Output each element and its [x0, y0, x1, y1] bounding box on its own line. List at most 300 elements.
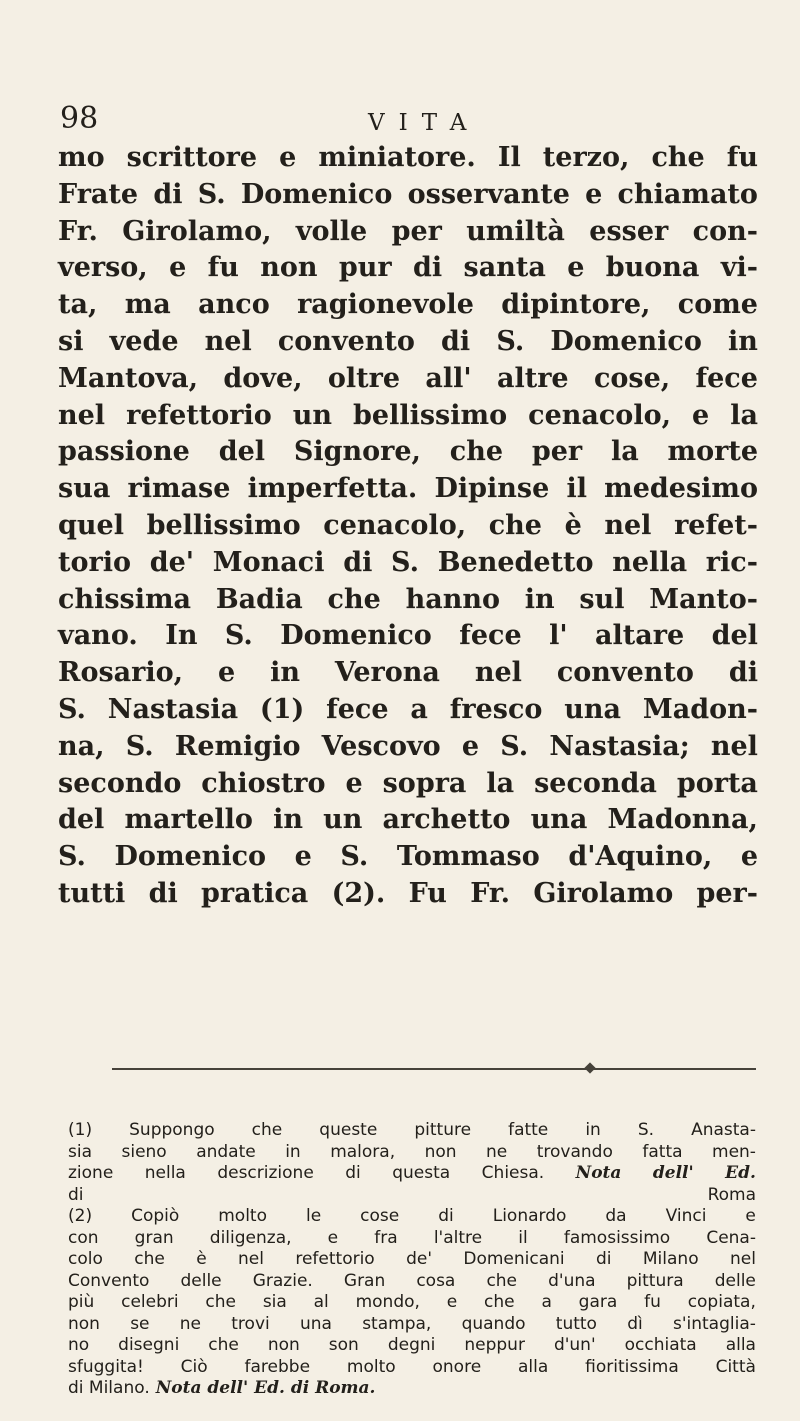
- text-line: [58, 508, 758, 545]
- word: refet-: [674, 509, 758, 541]
- word: de': [149, 546, 195, 578]
- word: passione: [58, 436, 190, 468]
- word: Remigio: [174, 730, 301, 762]
- text-line: [58, 140, 758, 177]
- word: anco: [198, 289, 270, 321]
- word: la: [486, 767, 515, 799]
- text-line: [58, 766, 758, 803]
- word: e: [745, 1206, 756, 1226]
- word: gara: [578, 1292, 618, 1312]
- page-number: 98: [60, 101, 99, 136]
- word: che: [327, 583, 381, 615]
- word: Domenicani: [463, 1249, 565, 1269]
- word: scrittore: [126, 142, 258, 173]
- word: trovando: [536, 1141, 613, 1162]
- word: fece: [459, 620, 522, 652]
- word: ta,: [58, 289, 98, 321]
- word: farebbe: [244, 1356, 311, 1377]
- word: chiostro: [201, 767, 326, 799]
- word: occhiata: [624, 1335, 697, 1355]
- word: a: [541, 1292, 552, 1312]
- word: molto: [218, 1206, 268, 1226]
- word: osservante: [407, 178, 570, 210]
- text-line: [58, 876, 758, 913]
- word: Verona: [334, 657, 440, 689]
- word: più: [68, 1292, 95, 1312]
- word: cose: [360, 1206, 400, 1226]
- word: sul: [579, 583, 625, 615]
- word: refettorio: [126, 399, 272, 431]
- word: e: [446, 1292, 458, 1312]
- word: ne: [179, 1313, 202, 1334]
- word: convento: [556, 657, 694, 689]
- word: pitture: [414, 1120, 472, 1140]
- word: fatta: [642, 1141, 683, 1162]
- word: Il: [497, 142, 521, 173]
- word: chiamato: [617, 178, 758, 210]
- page-header: [58, 100, 758, 140]
- word: cose,: [593, 362, 671, 394]
- word: nel: [238, 1249, 264, 1269]
- word: Mantova,: [58, 362, 199, 394]
- word: di: [343, 546, 373, 578]
- word: e: [585, 178, 603, 210]
- footnote-line: [68, 1142, 756, 1164]
- word: S.: [224, 620, 253, 652]
- word: vi-: [720, 252, 758, 284]
- word: queste: [319, 1120, 378, 1140]
- word: per-: [696, 877, 758, 909]
- word: molto: [346, 1356, 396, 1377]
- word: S.: [125, 730, 154, 762]
- word: S.: [500, 730, 529, 762]
- word: non: [424, 1141, 457, 1162]
- word: Domenico: [550, 325, 702, 357]
- word: altre: [496, 362, 569, 394]
- word: medesimo: [604, 473, 758, 505]
- word: e: [169, 252, 187, 284]
- word: de': [406, 1249, 433, 1269]
- word: questa: [392, 1163, 451, 1183]
- word: Madon-: [642, 693, 758, 725]
- word: S.: [637, 1120, 655, 1140]
- word: S.: [391, 546, 419, 578]
- word: si: [58, 325, 84, 357]
- word: quando: [461, 1313, 526, 1334]
- editor-note: Nota dell' Ed. di Roma.: [155, 1378, 376, 1398]
- word: di: [728, 657, 758, 689]
- word: hanno: [405, 583, 500, 615]
- word: nel: [474, 657, 522, 689]
- word: na,: [58, 730, 105, 762]
- word: cosa: [416, 1270, 456, 1291]
- word: di: [68, 1184, 84, 1205]
- word: Fu: [408, 877, 447, 909]
- word: vede: [109, 325, 179, 357]
- footnote-line: [68, 1271, 756, 1293]
- word: diligenza,: [209, 1227, 292, 1248]
- word: esser: [589, 215, 669, 247]
- word: Tommaso: [396, 841, 540, 873]
- word: del: [58, 804, 105, 836]
- text-line: [58, 839, 758, 876]
- word: nel: [710, 730, 758, 762]
- word: nel: [204, 325, 252, 357]
- footnote-line: [68, 1249, 756, 1271]
- word: delle: [180, 1270, 222, 1291]
- word: sua: [58, 473, 111, 505]
- word: alla: [518, 1356, 549, 1377]
- word: nella: [144, 1163, 186, 1183]
- word: andate: [196, 1141, 256, 1162]
- word: gran: [134, 1227, 174, 1248]
- footnotes: [68, 1120, 756, 1400]
- word: Nastasia: [107, 693, 239, 725]
- word: onore: [432, 1356, 482, 1377]
- word: e: [294, 841, 312, 873]
- text-line: [58, 471, 758, 508]
- word: degni: [387, 1335, 436, 1355]
- word: volle: [295, 215, 368, 247]
- word: neppur: [464, 1335, 525, 1355]
- word: delle: [714, 1270, 756, 1291]
- word: cenacolo,: [323, 509, 467, 541]
- word: (2).: [331, 877, 386, 909]
- word: vano.: [58, 620, 138, 652]
- text-line: [58, 692, 758, 729]
- word: all': [425, 362, 472, 394]
- footnote-line: [68, 1292, 756, 1314]
- word: Domenico: [280, 620, 432, 652]
- word: bellissimo: [353, 399, 508, 431]
- word: per: [531, 436, 583, 468]
- word: pittura: [626, 1270, 684, 1291]
- word: oltre: [327, 362, 401, 394]
- word: altare: [595, 620, 685, 652]
- word: Domenico: [240, 178, 393, 210]
- word: Fr.: [58, 215, 98, 247]
- word: imperfetta.: [247, 473, 418, 505]
- word: un: [292, 399, 333, 431]
- word: Badia: [215, 583, 303, 615]
- text-line: [58, 361, 758, 398]
- main-text: [58, 140, 758, 913]
- word: ragionevole: [297, 289, 474, 321]
- footnote-line: [68, 1163, 756, 1185]
- word: fece: [695, 362, 758, 394]
- word: in: [728, 325, 758, 357]
- word: e: [567, 252, 585, 284]
- word: e: [740, 841, 758, 873]
- word: fatte: [508, 1120, 549, 1140]
- word: Roma: [707, 1184, 756, 1205]
- text-line: [58, 434, 758, 471]
- word: tutto: [555, 1313, 597, 1334]
- word: del: [711, 620, 758, 652]
- word: del: [218, 436, 266, 468]
- text-line: [58, 802, 758, 839]
- word: e: [217, 657, 236, 689]
- word: in: [285, 1141, 301, 1162]
- word: che: [484, 1292, 515, 1312]
- text-line: [58, 729, 758, 766]
- word: il: [518, 1227, 528, 1248]
- word: Nota: [575, 1163, 622, 1183]
- word: mo: [58, 142, 105, 173]
- word: in: [524, 583, 555, 615]
- footnote-line: [68, 1120, 756, 1142]
- word: che: [449, 436, 503, 468]
- word: S.: [197, 178, 226, 210]
- text-line: [58, 214, 758, 251]
- word: Vescovo: [321, 730, 441, 762]
- word: celebri: [121, 1292, 179, 1312]
- word: Gran: [343, 1270, 386, 1291]
- word: da: [605, 1206, 627, 1226]
- word: pratica: [201, 877, 309, 909]
- text-line: [58, 324, 758, 361]
- word: malora,: [330, 1141, 396, 1162]
- word: (1): [259, 693, 305, 725]
- word: Ed.: [725, 1163, 756, 1183]
- word: una: [530, 804, 588, 836]
- running-head: VITA: [368, 110, 481, 136]
- word: Madonna,: [607, 804, 758, 836]
- word: santa: [463, 252, 546, 284]
- word: men-: [712, 1141, 756, 1162]
- word: Chiesa.: [481, 1163, 545, 1183]
- word: come: [677, 289, 758, 321]
- word: Cena-: [706, 1227, 756, 1248]
- word: con: [68, 1227, 99, 1248]
- word: è: [564, 509, 582, 541]
- word: di: [153, 178, 183, 210]
- word: e: [461, 730, 480, 762]
- word: Girolamo,: [122, 215, 272, 247]
- word: copiata,: [687, 1292, 756, 1312]
- word: è: [196, 1249, 207, 1269]
- word: nella: [612, 546, 688, 578]
- word: secondo: [58, 767, 182, 799]
- word: fu: [207, 252, 239, 284]
- word: Frate: [58, 178, 139, 210]
- footnote-line: [68, 1335, 756, 1357]
- word: colo: [68, 1249, 103, 1269]
- word: Monaci: [212, 546, 325, 578]
- word: S.: [496, 325, 525, 357]
- rule-ornament: [584, 1062, 595, 1073]
- word: S.: [58, 693, 86, 725]
- word: Signore,: [293, 436, 421, 468]
- word: (1): [68, 1120, 93, 1140]
- word: in: [270, 657, 300, 689]
- word: Fr.: [470, 877, 511, 909]
- word: no: [68, 1335, 90, 1355]
- text-line: [58, 398, 758, 435]
- word: Ciò: [180, 1356, 208, 1377]
- word: Girolamo: [533, 877, 674, 909]
- word: zione: [68, 1163, 114, 1183]
- word: in: [273, 804, 303, 836]
- word: di: [413, 252, 443, 284]
- word: stampa,: [362, 1313, 432, 1334]
- word: mondo,: [355, 1292, 420, 1312]
- word: Città: [715, 1356, 756, 1377]
- word: fu: [644, 1292, 661, 1312]
- word: archetto: [382, 804, 511, 836]
- word: non: [260, 252, 318, 284]
- word: l': [549, 620, 568, 652]
- word: le: [306, 1206, 322, 1226]
- word: di: [441, 325, 471, 357]
- word: buona: [605, 252, 700, 284]
- footnote-line: [68, 1378, 756, 1400]
- word: rimase: [127, 473, 231, 505]
- text-line: [58, 618, 758, 655]
- word: che: [651, 142, 705, 173]
- word: trovi: [231, 1313, 270, 1334]
- word: martello: [124, 804, 253, 836]
- word: sieno: [121, 1141, 167, 1162]
- word: Rosario,: [58, 657, 184, 689]
- word: fioritissima: [585, 1356, 679, 1377]
- footnote-line: [68, 1314, 756, 1336]
- word: torio: [58, 546, 131, 578]
- text-line: [58, 545, 758, 582]
- word: Nastasia;: [549, 730, 690, 762]
- word: di: [345, 1163, 361, 1183]
- word: fu: [726, 142, 758, 173]
- word: e: [279, 142, 297, 173]
- word: S.: [58, 841, 86, 873]
- word: Dipinse: [434, 473, 550, 505]
- word: son: [328, 1335, 359, 1355]
- word: verso,: [58, 252, 148, 284]
- word: dì: [627, 1313, 643, 1334]
- word: Benedetto: [437, 546, 594, 578]
- word: una: [299, 1313, 332, 1334]
- word: sia: [262, 1292, 287, 1312]
- word: d'Aquino,: [568, 841, 713, 873]
- word: d'una: [548, 1270, 596, 1291]
- word: se: [130, 1313, 150, 1334]
- word: per: [391, 215, 442, 247]
- word: terzo,: [542, 142, 630, 173]
- word: in: [585, 1120, 601, 1140]
- word: seconda: [534, 767, 657, 799]
- word: famosissimo: [563, 1227, 671, 1248]
- word: convento: [277, 325, 415, 357]
- word: a: [410, 693, 428, 725]
- word: fresco: [449, 693, 543, 725]
- word: Milano: [642, 1249, 699, 1269]
- word: alla: [725, 1335, 756, 1355]
- word: nel: [604, 509, 652, 541]
- word: un: [323, 804, 363, 836]
- word: che: [488, 509, 542, 541]
- word: disegni: [118, 1335, 180, 1355]
- word: Vinci: [665, 1206, 707, 1226]
- word: di: [596, 1249, 612, 1269]
- word: il: [566, 473, 587, 505]
- word: chissima: [58, 583, 192, 615]
- word: morte: [667, 436, 758, 468]
- footnote-line: [68, 1228, 756, 1250]
- word: quel: [58, 509, 124, 541]
- word: sia: [68, 1141, 92, 1162]
- word: una: [564, 693, 621, 725]
- word: nel: [58, 399, 106, 431]
- word: e: [692, 399, 710, 431]
- text-line: [58, 250, 758, 287]
- word: dipintore,: [501, 289, 651, 321]
- word: con-: [692, 215, 758, 247]
- word: che: [205, 1292, 237, 1312]
- word: sfuggita!: [68, 1356, 144, 1377]
- word: (2): [68, 1206, 93, 1226]
- word: fece: [326, 693, 389, 725]
- text-line: [58, 177, 758, 214]
- word: non: [267, 1335, 300, 1355]
- word: Grazie.: [252, 1270, 313, 1291]
- word: che: [208, 1335, 239, 1355]
- word: S.: [340, 841, 369, 873]
- word: descrizione: [217, 1163, 314, 1183]
- word: al: [313, 1292, 329, 1312]
- word: di: [148, 877, 178, 909]
- word: porta: [676, 767, 758, 799]
- word: Manto-: [649, 583, 758, 615]
- word: cenacolo,: [528, 399, 671, 431]
- word: dell': [652, 1163, 694, 1183]
- word: che: [486, 1270, 518, 1291]
- word: umiltà: [466, 215, 565, 247]
- word: Suppongo: [129, 1120, 215, 1140]
- word: e: [345, 767, 363, 799]
- word: sopra: [382, 767, 467, 799]
- word: ne: [486, 1141, 508, 1162]
- text-line: [58, 655, 758, 692]
- word: In: [165, 620, 198, 652]
- word: e: [327, 1227, 339, 1248]
- word: l'altre: [433, 1227, 483, 1248]
- text-line: [58, 582, 758, 619]
- word: tutti: [58, 877, 126, 909]
- word: fra: [374, 1227, 398, 1248]
- word: refettorio: [295, 1249, 375, 1269]
- word: ma: [124, 289, 171, 321]
- footnote-text: di Milano.: [68, 1378, 150, 1398]
- word: Convento: [68, 1270, 150, 1291]
- word: la: [730, 399, 758, 431]
- text-line: [58, 287, 758, 324]
- footnote-line: [68, 1206, 756, 1228]
- word: bellissimo: [146, 509, 301, 541]
- footnote-line: [68, 1357, 756, 1379]
- word: che: [134, 1249, 165, 1269]
- word: s'intaglia-: [672, 1313, 756, 1334]
- word: Anasta-: [691, 1120, 756, 1140]
- footnote-separator-rule: [112, 1068, 756, 1070]
- word: non: [68, 1313, 100, 1334]
- footnote-line: [68, 1185, 756, 1207]
- word: dove,: [223, 362, 303, 394]
- word: d'un': [553, 1335, 596, 1355]
- word: la: [610, 436, 639, 468]
- word: di: [438, 1206, 454, 1226]
- word: nel: [729, 1249, 756, 1269]
- word: Lionardo: [492, 1206, 567, 1226]
